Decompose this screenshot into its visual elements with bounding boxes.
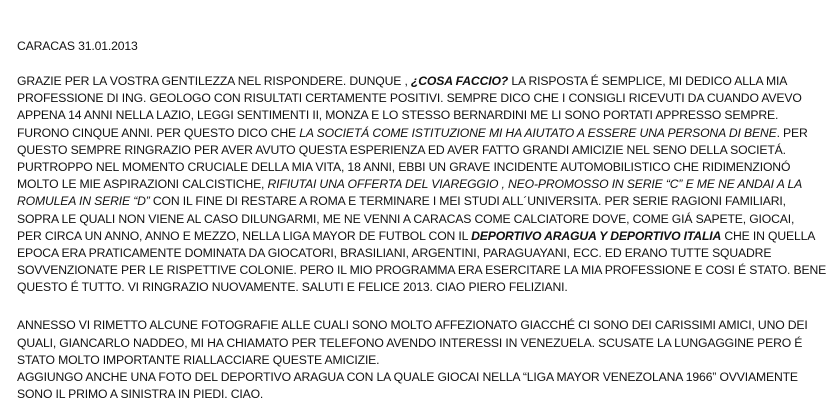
text-line xyxy=(17,142,787,159)
emphasized-text: RIFIUTAI UNA OFFERTA DEL VIAREGGIO , NEO-PROMOSSO IN SERIE “C” E ME NE ANDAI A LA xyxy=(267,177,803,192)
text-segment: PURTROPPO NEL MOMENTO CRUCIALE DELLA MIA VITA, 18 ANNI, EBBI UN GRAVE INCIDENTE AUTOMOBILISTICO CHE RIDIMENZIONÓ xyxy=(17,159,791,174)
emphasized-text: ¿COSA FACCIO? xyxy=(410,74,509,88)
text-segment: MOLTO LE MIE ASPIRAZIONI CALCISTICHE, xyxy=(17,177,268,192)
text-segment: FURONO CINQUE ANNI. PER QUESTO DICO CHE xyxy=(17,125,300,140)
emphasized-text: DEPORTIVO ARAGUA Y DEPORTIVO ITALIA xyxy=(471,228,722,243)
text-segment: CON IL FINE DI RESTARE A ROMA E TERMINARE I MEI STUDI ALL´UNIVERSITA. PER SERIE RAGIONI FAMILIARI, xyxy=(149,194,786,209)
text-segment: ANNESSO VI RIMETTO ALCUNE FOTOGRAFIE ALLE CUALI SONO MOLTO AFFEZIONATO GIACCHÉ CI SONO DEI CARISSIMI AMICI, UNO DEI xyxy=(17,318,808,333)
emphasized-text: ROMULEA IN SERIE “D” xyxy=(17,194,150,209)
text-line xyxy=(17,73,787,90)
letter-date: CARACAS 31.01.2013 xyxy=(17,39,138,53)
text-segment: . PER xyxy=(776,125,808,140)
text-segment: QUESTO É TUTTO. VI RINGRAZIO NUOVAMENTE. SALUTI E FELICE 2013. CIAO PIERO FELIZIANI. xyxy=(17,280,568,295)
text-segment: LA RISPOSTA É SEMPLICE, MI DEDICO ALLA MIA xyxy=(508,74,788,88)
text-segment: QUESTO SEMPRE RINGRAZIO PER AVER AVUTO QUESTA ESPERIENZA ED AVER FATTO GRANDI AMICIZIE NEL SENO DELLA SOCIETÁ. xyxy=(17,142,786,157)
text-segment: STATO MOLTO IMPORTANTE RIALLACCIARE QUESTE AMICIZIE. xyxy=(17,352,380,367)
text-line xyxy=(17,159,791,176)
text-segment: SOVVENZIONATE PER LE RISPETTIVE COLONIE. PERO IL MIO PROGRAMMA ERA ESERCITARE LA MIA PROFESSIONE E COSI É STATO. BENE xyxy=(17,263,826,278)
text-segment: APPENA 14 ANNI NELLA LAZIO, LEGGI SENTIMENTI II, MONZA E LO STESSO BERNARDINI ME LI SONO PORTATI APPRESSO SEMPRE. xyxy=(17,108,779,123)
text-segment: PER CIRCA UN ANNO, ANNO E MEZZO, NELLA LIGA MAYOR DE FUTBOL CON IL xyxy=(17,228,472,243)
text-segment: QUALI, GIANCARLO NADDEO, MI HA CHIAMATO PER TELEFONO AVENDO INTERESSI IN VENEZUELA. SCUSATE LA LUNGAGGINE PERO É xyxy=(17,335,803,350)
text-line xyxy=(17,90,802,107)
text-segment: AGGIUNGO ANCHE UNA FOTO DEL DEPORTIVO ARAGUA CON LA QUALE GIOCAI NELLA “LIGA MAYOR VENEZOLANA 1966” OVVIAMENTE xyxy=(17,370,798,384)
text-segment: CHE IN QUELLA xyxy=(721,228,816,243)
paragraph-postscript xyxy=(17,317,808,403)
text-segment: GRAZIE PER LA VOSTRA GENTILEZZA NEL RISPONDERE. DUNQUE , xyxy=(17,74,411,88)
text-line xyxy=(17,317,808,334)
text-line xyxy=(17,211,795,228)
text-line xyxy=(17,245,787,262)
text-line xyxy=(17,335,803,352)
text-line xyxy=(17,369,798,386)
text-line xyxy=(17,193,787,210)
text-segment: PROFESSIONE DI ING. GEOLOGO CON RISULTATI CERTAMENTE POSITIVI. SEMPRE DICO CHE I CONSIGLI RICEVUTI DA CUANDO AVEVO xyxy=(17,91,802,106)
text-line xyxy=(17,279,787,296)
text-segment: SONO IL PRIMO A SINISTRA IN PIEDI. CIAO. xyxy=(17,387,264,402)
text-line xyxy=(17,228,816,245)
text-line xyxy=(17,352,787,369)
text-line xyxy=(17,107,787,124)
paragraph-main xyxy=(17,73,826,296)
text-segment: EPOCA ERA PRATICAMENTE DOMINATA DA GIOCATORI, BRASILIANI, ARGENTINI, PARAGUAYANI, ECC. ED ERANO TUTTE SQUADRE xyxy=(17,245,772,260)
text-line xyxy=(17,262,826,279)
text-line xyxy=(17,386,787,403)
text-line xyxy=(17,125,808,142)
emphasized-text: LA SOCIETÁ COME ISTITUZIONE MI HA AIUTATO A ESSERE UNA PERSONA DI BENE xyxy=(299,125,777,140)
letter-page xyxy=(17,38,826,403)
text-line xyxy=(17,176,803,193)
text-segment: SOPRA LE QUALI NON VIENE AL CASO DILUNGARMI, ME NE VENNI A CARACAS COME CALCIATORE DOVE, COME GIÁ SAPETE, GIOCAI, xyxy=(17,211,795,226)
